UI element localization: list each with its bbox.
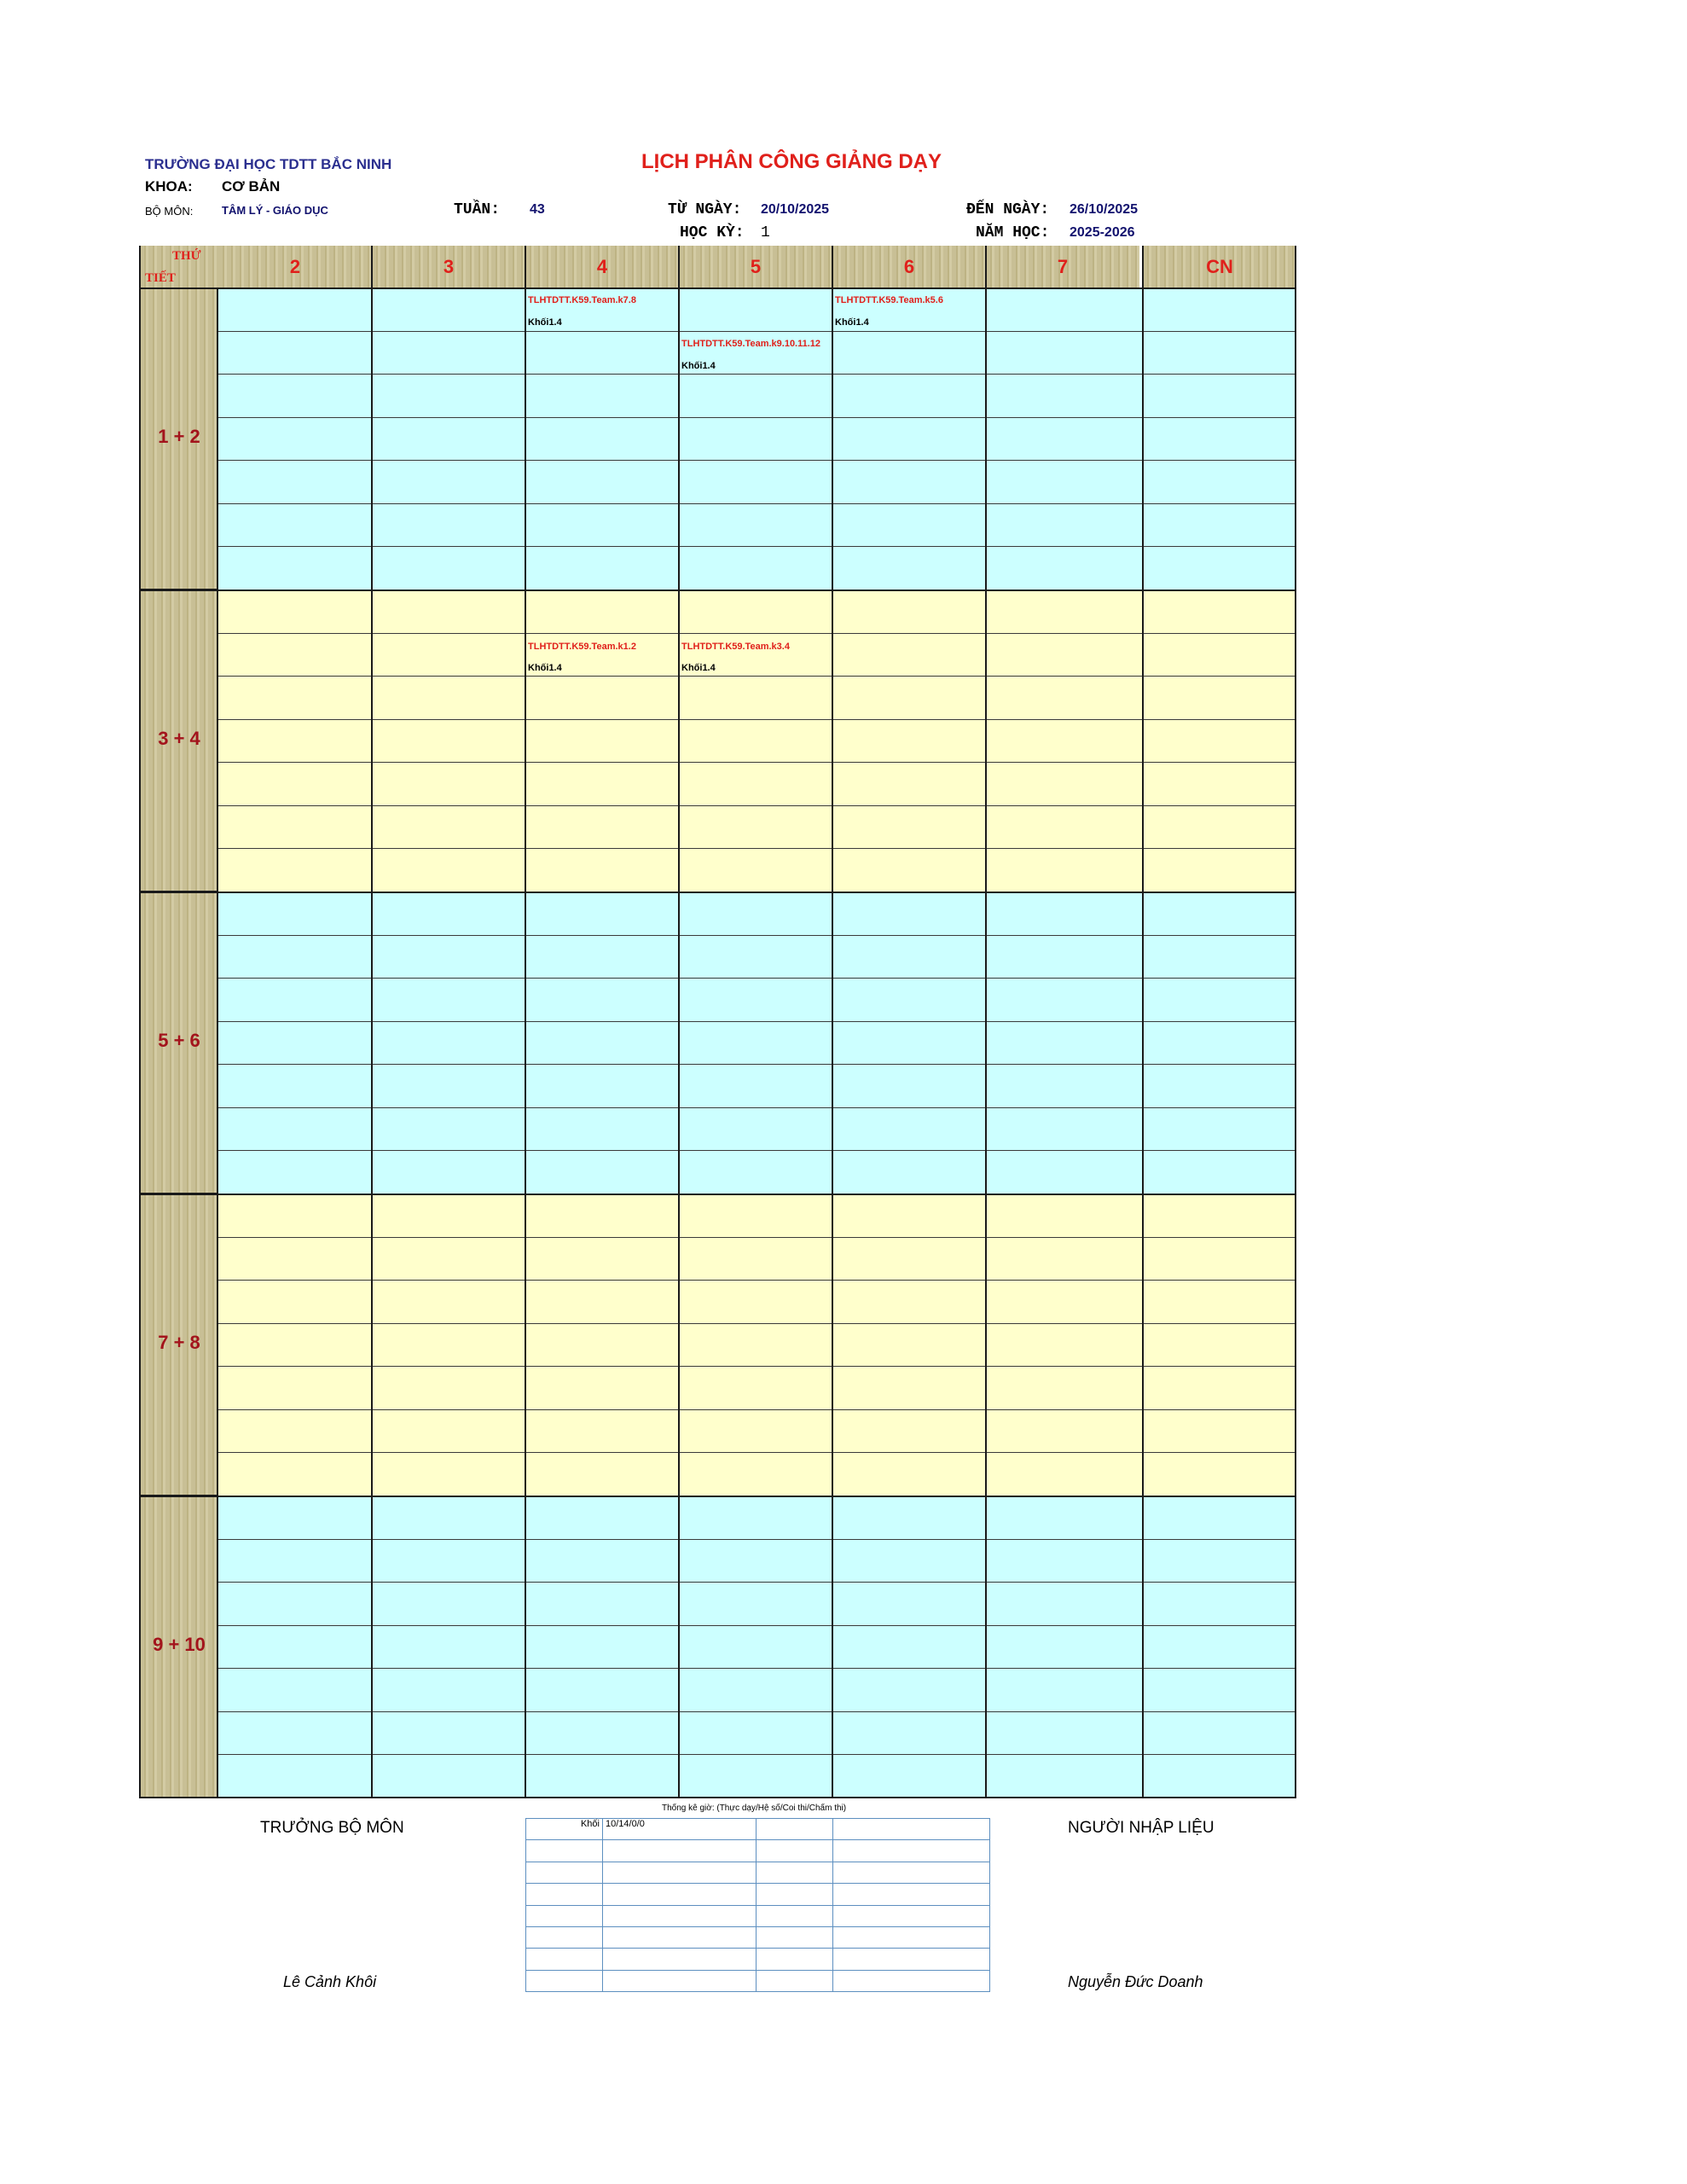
stats-value: 10/14/0/0 [603,1819,757,1840]
table-row [140,461,1296,504]
class-entry-khoi: Khối1.4 [528,663,562,673]
tiet-label: TIẾT [145,271,176,285]
class-entry-code[interactable]: TLHTDTT.K59.Team.k1.2 [528,642,636,652]
stats-cell [603,1949,757,1970]
period-band-7-8 [140,1194,218,1496]
table-row [526,1840,990,1862]
day-header-3: 3 [372,246,525,288]
day-header-cn: CN [1143,246,1296,288]
period-label: 9 + 10 [153,1634,206,1655]
column-divider [678,246,680,1798]
band-separator [140,892,1296,893]
stats-cell [833,1949,990,1970]
column-divider [1142,246,1144,1798]
table-row [140,677,1296,720]
stats-title: Thống kê giờ: (Thực dạy/Hệ số/Coi thi/Chấm thi) [662,1804,847,1813]
table-row [140,1108,1296,1152]
table-row [140,1712,1296,1756]
nguoi-nhap-lieu-label: NGƯỜI NHẬP LIỆU [1068,1819,1215,1837]
column-divider [525,246,526,1798]
column-divider [371,246,373,1798]
table-row [140,1410,1296,1454]
period-band-1-2 [140,288,218,590]
class-entry-khoi: Khối1.4 [835,317,869,328]
table-row [140,1496,1296,1540]
stats-cell [757,1840,833,1862]
khoa-label: KHOA: [145,178,193,195]
table-row [140,1626,1296,1670]
thu-label: THỨ [172,249,201,263]
school-name: TRƯỜNG ĐẠI HỌC TDTT BẮC NINH [145,156,392,172]
stats-cell [603,1926,757,1948]
day-header-5: 5 [679,246,832,288]
class-entry-code[interactable]: TLHTDTT.K59.Team.k3.4 [681,642,790,652]
table-row [140,1453,1296,1496]
period-label: 3 + 4 [158,728,200,749]
period-band-3-4 [140,590,218,892]
table-row [140,806,1296,850]
stats-cell [603,1840,757,1862]
stats-cell [757,1970,833,1991]
column-divider [985,246,987,1798]
page-title: LỊCH PHÂN CÔNG GIẢNG DẠY [641,150,942,173]
table-row [140,1324,1296,1368]
column-divider [832,246,833,1798]
table-row [526,1884,990,1905]
stats-cell [833,1840,990,1862]
stats-cell [526,1970,603,1991]
day-header-2: 2 [218,246,372,288]
class-entry-code[interactable]: TLHTDTT.K59.Team.k5.6 [835,295,943,305]
hoc-ky-value: 1 [761,224,770,241]
grid-border-bottom [140,1797,1296,1798]
stats-cell [603,1862,757,1883]
stats-cell [757,1884,833,1905]
period-band-9-10 [140,1496,218,1798]
table-row [140,1194,1296,1238]
class-entry-khoi: Khối1.4 [528,317,562,328]
truong-bo-mon-name: Lê Cảnh Khôi [283,1973,377,1990]
nam-hoc-value: 2025-2026 [1070,225,1135,240]
class-entry-khoi: Khối1.4 [681,361,716,371]
day-header-7: 7 [986,246,1139,288]
table-row [140,288,1296,332]
table-row [140,634,1296,677]
stats-cell [526,1840,603,1862]
stats-cell [833,1970,990,1991]
nam-hoc-label: NĂM HỌC: [976,224,1050,241]
table-row [526,1949,990,1970]
class-entry-code[interactable]: TLHTDTT.K59.Team.k9.10.11.12 [681,339,821,349]
den-ngay-label: ĐẾN NGÀY: [966,201,1050,218]
tuan-value: 43 [530,202,545,217]
truong-bo-mon-label: TRƯỞNG BỘ MÔN [260,1819,404,1837]
table-row [526,1862,990,1883]
stats-cell [526,1949,603,1970]
period-label: 7 + 8 [158,1332,200,1353]
stats-cell [833,1884,990,1905]
stats-cell [603,1884,757,1905]
table-row [526,1970,990,1991]
table-row [140,1238,1296,1281]
period-label: 5 + 6 [158,1030,200,1051]
class-entry-code[interactable]: TLHTDTT.K59.Team.k7.8 [528,295,636,305]
table-row [140,1669,1296,1712]
day-header-4: 4 [525,246,679,288]
table-row [140,720,1296,764]
bomon-value: TÂM LÝ - GIÁO DỤC [222,204,328,217]
band-separator [140,1496,1296,1497]
tuan-label: TUẦN: [454,201,501,218]
stats-cell [757,1862,833,1883]
day-header-6: 6 [832,246,986,288]
table-row [526,1819,990,1840]
stats-cell [833,1862,990,1883]
table-row [140,892,1296,936]
stats-cell [526,1905,603,1926]
tu-ngay-label: TỪ NGÀY: [668,201,742,218]
nguoi-nhap-lieu-name: Nguyễn Đức Doanh [1068,1973,1203,1990]
table-row [140,590,1296,634]
stats-cell [757,1905,833,1926]
khoa-value: CƠ BẢN [222,178,281,195]
tu-ngay-value: 20/10/2025 [761,202,830,217]
table-row [140,418,1296,462]
table-row [140,936,1296,979]
stats-cell [603,1970,757,1991]
table-row [140,504,1296,548]
table-row [140,1367,1296,1410]
table-row [526,1905,990,1926]
stats-cell [757,1949,833,1970]
table-row [140,1583,1296,1626]
band-separator [140,1194,1296,1195]
stats-cell [603,1905,757,1926]
table-row [140,1151,1296,1194]
class-entry-khoi: Khối1.4 [681,663,716,673]
period-band-5-6 [140,892,218,1194]
grid-border-right [1295,246,1296,1798]
table-row [140,547,1296,590]
stats-cell [833,1905,990,1926]
period-label: 1 + 2 [158,426,200,447]
table-row [140,1022,1296,1066]
table-row [140,979,1296,1022]
table-row [140,849,1296,892]
bomon-label: BỘ MÔN: [145,205,194,218]
stats-cell [526,1884,603,1905]
table-row [140,1755,1296,1798]
stats-cell [833,1819,990,1840]
stats-cell [526,1926,603,1948]
table-row [140,375,1296,418]
stats-cell [833,1926,990,1948]
stats-table [525,1818,990,1992]
stats-cell [757,1926,833,1948]
thu-tiet-header [140,246,218,288]
stats-khoi-label: Khối [526,1819,603,1840]
table-row [140,763,1296,806]
table-row [140,1540,1296,1583]
grid-border-left [139,246,141,1798]
hoc-ky-label: HỌC KỲ: [680,224,745,241]
den-ngay-value: 26/10/2025 [1070,202,1139,217]
table-row [140,1065,1296,1108]
stats-cell [757,1819,833,1840]
stats-cell [526,1862,603,1883]
band-separator [140,590,1296,591]
table-row [526,1926,990,1948]
header-separator [140,288,1296,289]
table-row [140,1281,1296,1324]
